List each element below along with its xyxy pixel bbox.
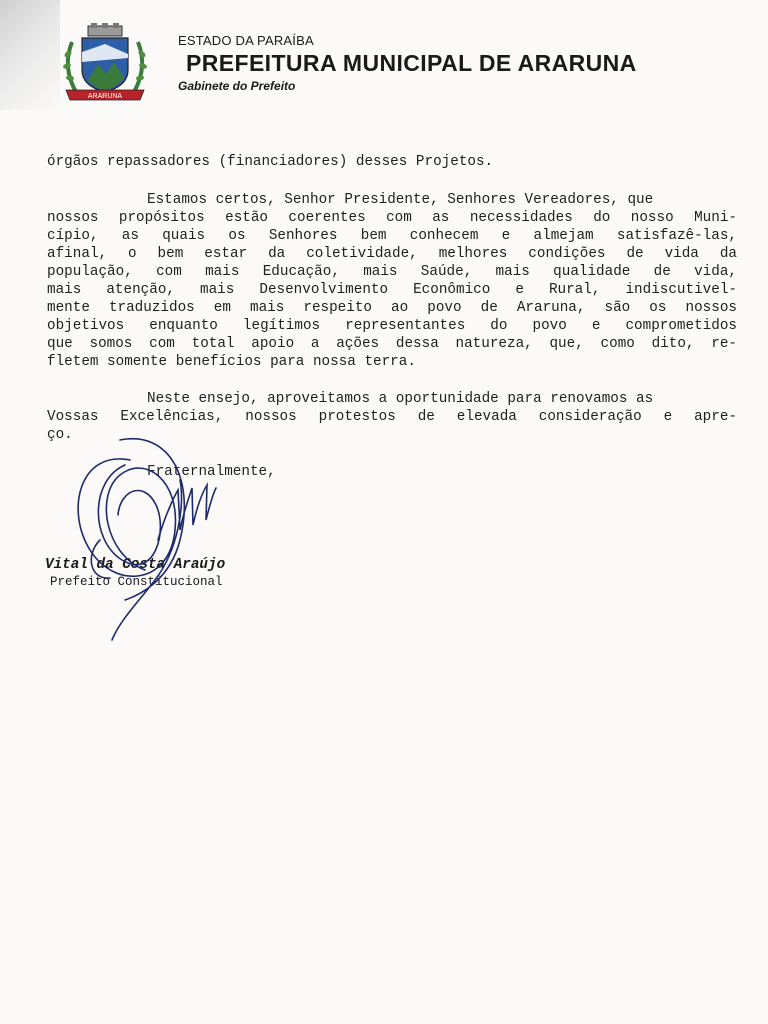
handwritten-signature xyxy=(60,420,290,650)
body-line-0: órgãos repassadores (financiadores) desses Projetos. xyxy=(47,154,494,170)
crest-icon xyxy=(58,22,152,106)
p2-line-2: ço. xyxy=(47,427,73,443)
p1-line-2: cípio, as quais os Senhores bem conhecem e almejam satisfazê-las, xyxy=(47,228,737,244)
p1-line-1: nossos propósitos estão coerentes com as necessidades do nosso Muni- xyxy=(47,210,737,226)
p2-line-1: Vossas Excelências, nossos protestos de elevada consideração e apre- xyxy=(47,409,737,425)
p1-line-0: Estamos certos, Senhor Presidente, Senhores Vereadores, que xyxy=(147,192,654,208)
p1-line-3: afinal, o bem estar da coletividade, melhores condições de vida da xyxy=(47,246,737,262)
p1-line-9: fletem somente benefícios para nossa terra. xyxy=(47,354,416,370)
p1-line-6: mente traduzidos em mais respeito ao povo de Araruna, são os nossos xyxy=(47,300,737,316)
gabinete-label: Gabinete do Prefeito xyxy=(178,79,296,93)
signatory-title: Prefeito Constitucional xyxy=(50,575,223,589)
closing-text: Fraternalmente, xyxy=(147,464,276,480)
signature-icon xyxy=(60,420,290,650)
municipal-crest xyxy=(58,22,152,106)
p1-line-4: população, com mais Educação, mais Saúde, mais qualidade de vida, xyxy=(47,264,737,280)
p2-line-0: Neste ensejo, aproveitamos a oportunidade para renovamos as xyxy=(147,391,654,407)
crest-banner-text: ARARUNA xyxy=(87,93,123,100)
letterhead xyxy=(0,0,768,120)
state-label: ESTADO DA PARAÍBA xyxy=(178,33,314,48)
p1-line-7: objetivos enquanto legítimos representantes do povo e comprometidos xyxy=(47,318,737,334)
prefeitura-title: PREFEITURA MUNICIPAL DE ARARUNA xyxy=(186,50,637,76)
signatory-name: Vital da Costa Araújo xyxy=(45,557,226,573)
p1-line-8: que somos com total apoio a ações dessa natureza, que, como dito, re- xyxy=(47,336,737,352)
p1-line-5: mais atenção, mais Desenvolvimento Econômico e Rural, indiscutivel- xyxy=(47,282,737,298)
